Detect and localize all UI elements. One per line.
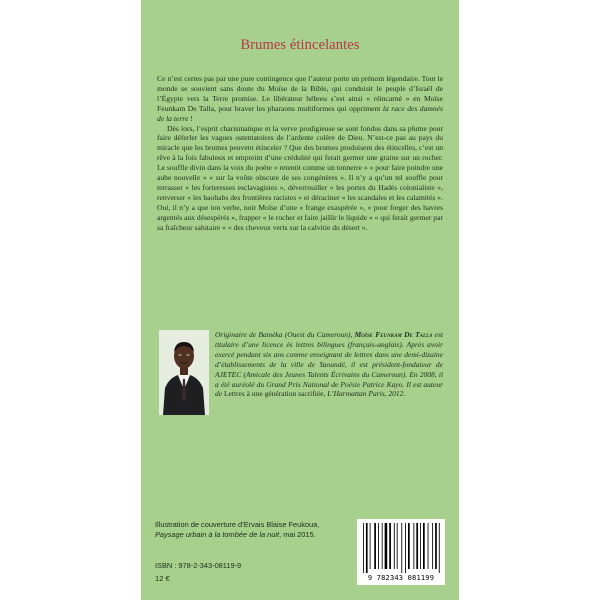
barcode-bar <box>382 523 383 569</box>
barcode <box>357 519 445 585</box>
bio-text: est titulaire d’une licence ès lettres bilingues (français-anglais). Après avoir exercé pendant six ans comme enseignant de lettres dans une demi-dizaine d’établissements de la ville de Yaoundé, il est président-fondateur de AJETEC (Amicale des Jeunes Talents Écrivains du Cameroun). En 2008, il a été auréolé du Grand Prix National de Poésie Patrice Kayo. Il est auteur de <box>215 330 443 399</box>
barcode-bar <box>363 523 364 573</box>
blurb-text-span: ! <box>188 113 193 123</box>
blurb-italic-phrase: la race des damnés de la terre <box>157 103 443 123</box>
author-bio <box>215 330 443 399</box>
barcode-bar <box>432 523 433 569</box>
author-name: Moïse Feunkam De Talla <box>354 330 433 339</box>
bio-prior-work: Lettres à une génération sacrifiée, <box>223 389 328 399</box>
illustration-work-title: Paysage urbain à la tombée de la nuit <box>155 529 280 539</box>
barcode-bar <box>416 523 418 569</box>
book-title: Brumes étincelantes <box>240 37 360 53</box>
bio-publisher: L’Harmattan Paris, 2012. <box>327 389 406 399</box>
blurb-text <box>157 74 443 233</box>
blurb-paragraph-1 <box>157 74 443 124</box>
price: 12 € <box>155 574 170 583</box>
barcode-bar <box>394 523 395 569</box>
barcode-bar <box>405 523 406 573</box>
barcode-bar <box>423 523 425 569</box>
isbn: ISBN : 978-2-343-08119-9 <box>155 561 242 570</box>
author-portrait-icon <box>159 330 209 415</box>
barcode-bar <box>370 523 371 569</box>
blurb-paragraph-2: Dès lors, l’esprit charismatique et la verve prodigieuse se sont fondus dans sa plume pour faire déferler les vagues ostentatoires de l’ardente colère de Dieu. N’est-ce pas au pays du miracle que les brumes peuvent étinceler ? Que des brumes produisent des étincelles, c’est un rêve à la fois fabuleux et empreint d’une crédulité qui ferait germer une graine sur un rocher. Le souffle divin dans la voix du poète « retentit comme un tonnerre » « pour faire poindre une aube nouvelle » « sur la voûte obscure de ses congénères ». Il n’y a qu’un tel souffle pour terrasser « les forteresses esclavagistes », déverrouiller « les portes du Hadès colonialiste », renverser « les baobabs des frontières racistes » et déraciner « les scandales et les calamités ». Oui, il n’y a que ton verbe, noir Moïse d’une « frange exaspérée », « pour forger des havres argentés aux désespérés », frapper « le rocher et faire jaillir le liquide » « qui ferait germer par sa fraîcheur salutaire » « des cheveux verts sur la calvitie du désert ». <box>157 123 443 232</box>
illustration-credit-line: Illustration de couverture d’Ervais Blaise Feukoua, <box>155 520 320 529</box>
blurb-text-span: Ce n’est certes pas par une pure contingence que l’auteur porte un prénom légendaire. Tout le monde se souvient sans doute du Moïse de la Bible, qui conduisit le peuple d’Israël de l’Égypte vers la Terre promise. Le libérateur hébreu s’est ainsi « réincarné » en Moïse Feunkam De Talla, pour braver les pharaons multiformes qui oppriment <box>157 74 443 113</box>
barcode-digits: 9 782343 081199 <box>367 574 435 582</box>
barcode-bar <box>401 523 402 573</box>
bio-text: Originaire de Bamèka (Ouest du Cameroun), <box>215 330 355 339</box>
barcode-bar <box>389 523 391 569</box>
author-photo <box>159 330 209 415</box>
barcode-icon <box>361 523 441 573</box>
barcode-bar <box>435 523 437 569</box>
barcode-bar <box>413 523 414 569</box>
barcode-bar <box>428 523 429 569</box>
barcode-bar <box>439 523 440 573</box>
barcode-bar <box>385 523 388 569</box>
illustration-date: , mai 2015. <box>279 529 316 539</box>
back-cover <box>141 0 459 600</box>
barcode-bar <box>366 523 368 573</box>
barcode-bar <box>378 523 379 569</box>
barcode-bar <box>420 523 421 569</box>
barcode-bar <box>408 523 410 569</box>
barcode-bar <box>374 523 376 569</box>
barcode-bar <box>397 523 398 569</box>
